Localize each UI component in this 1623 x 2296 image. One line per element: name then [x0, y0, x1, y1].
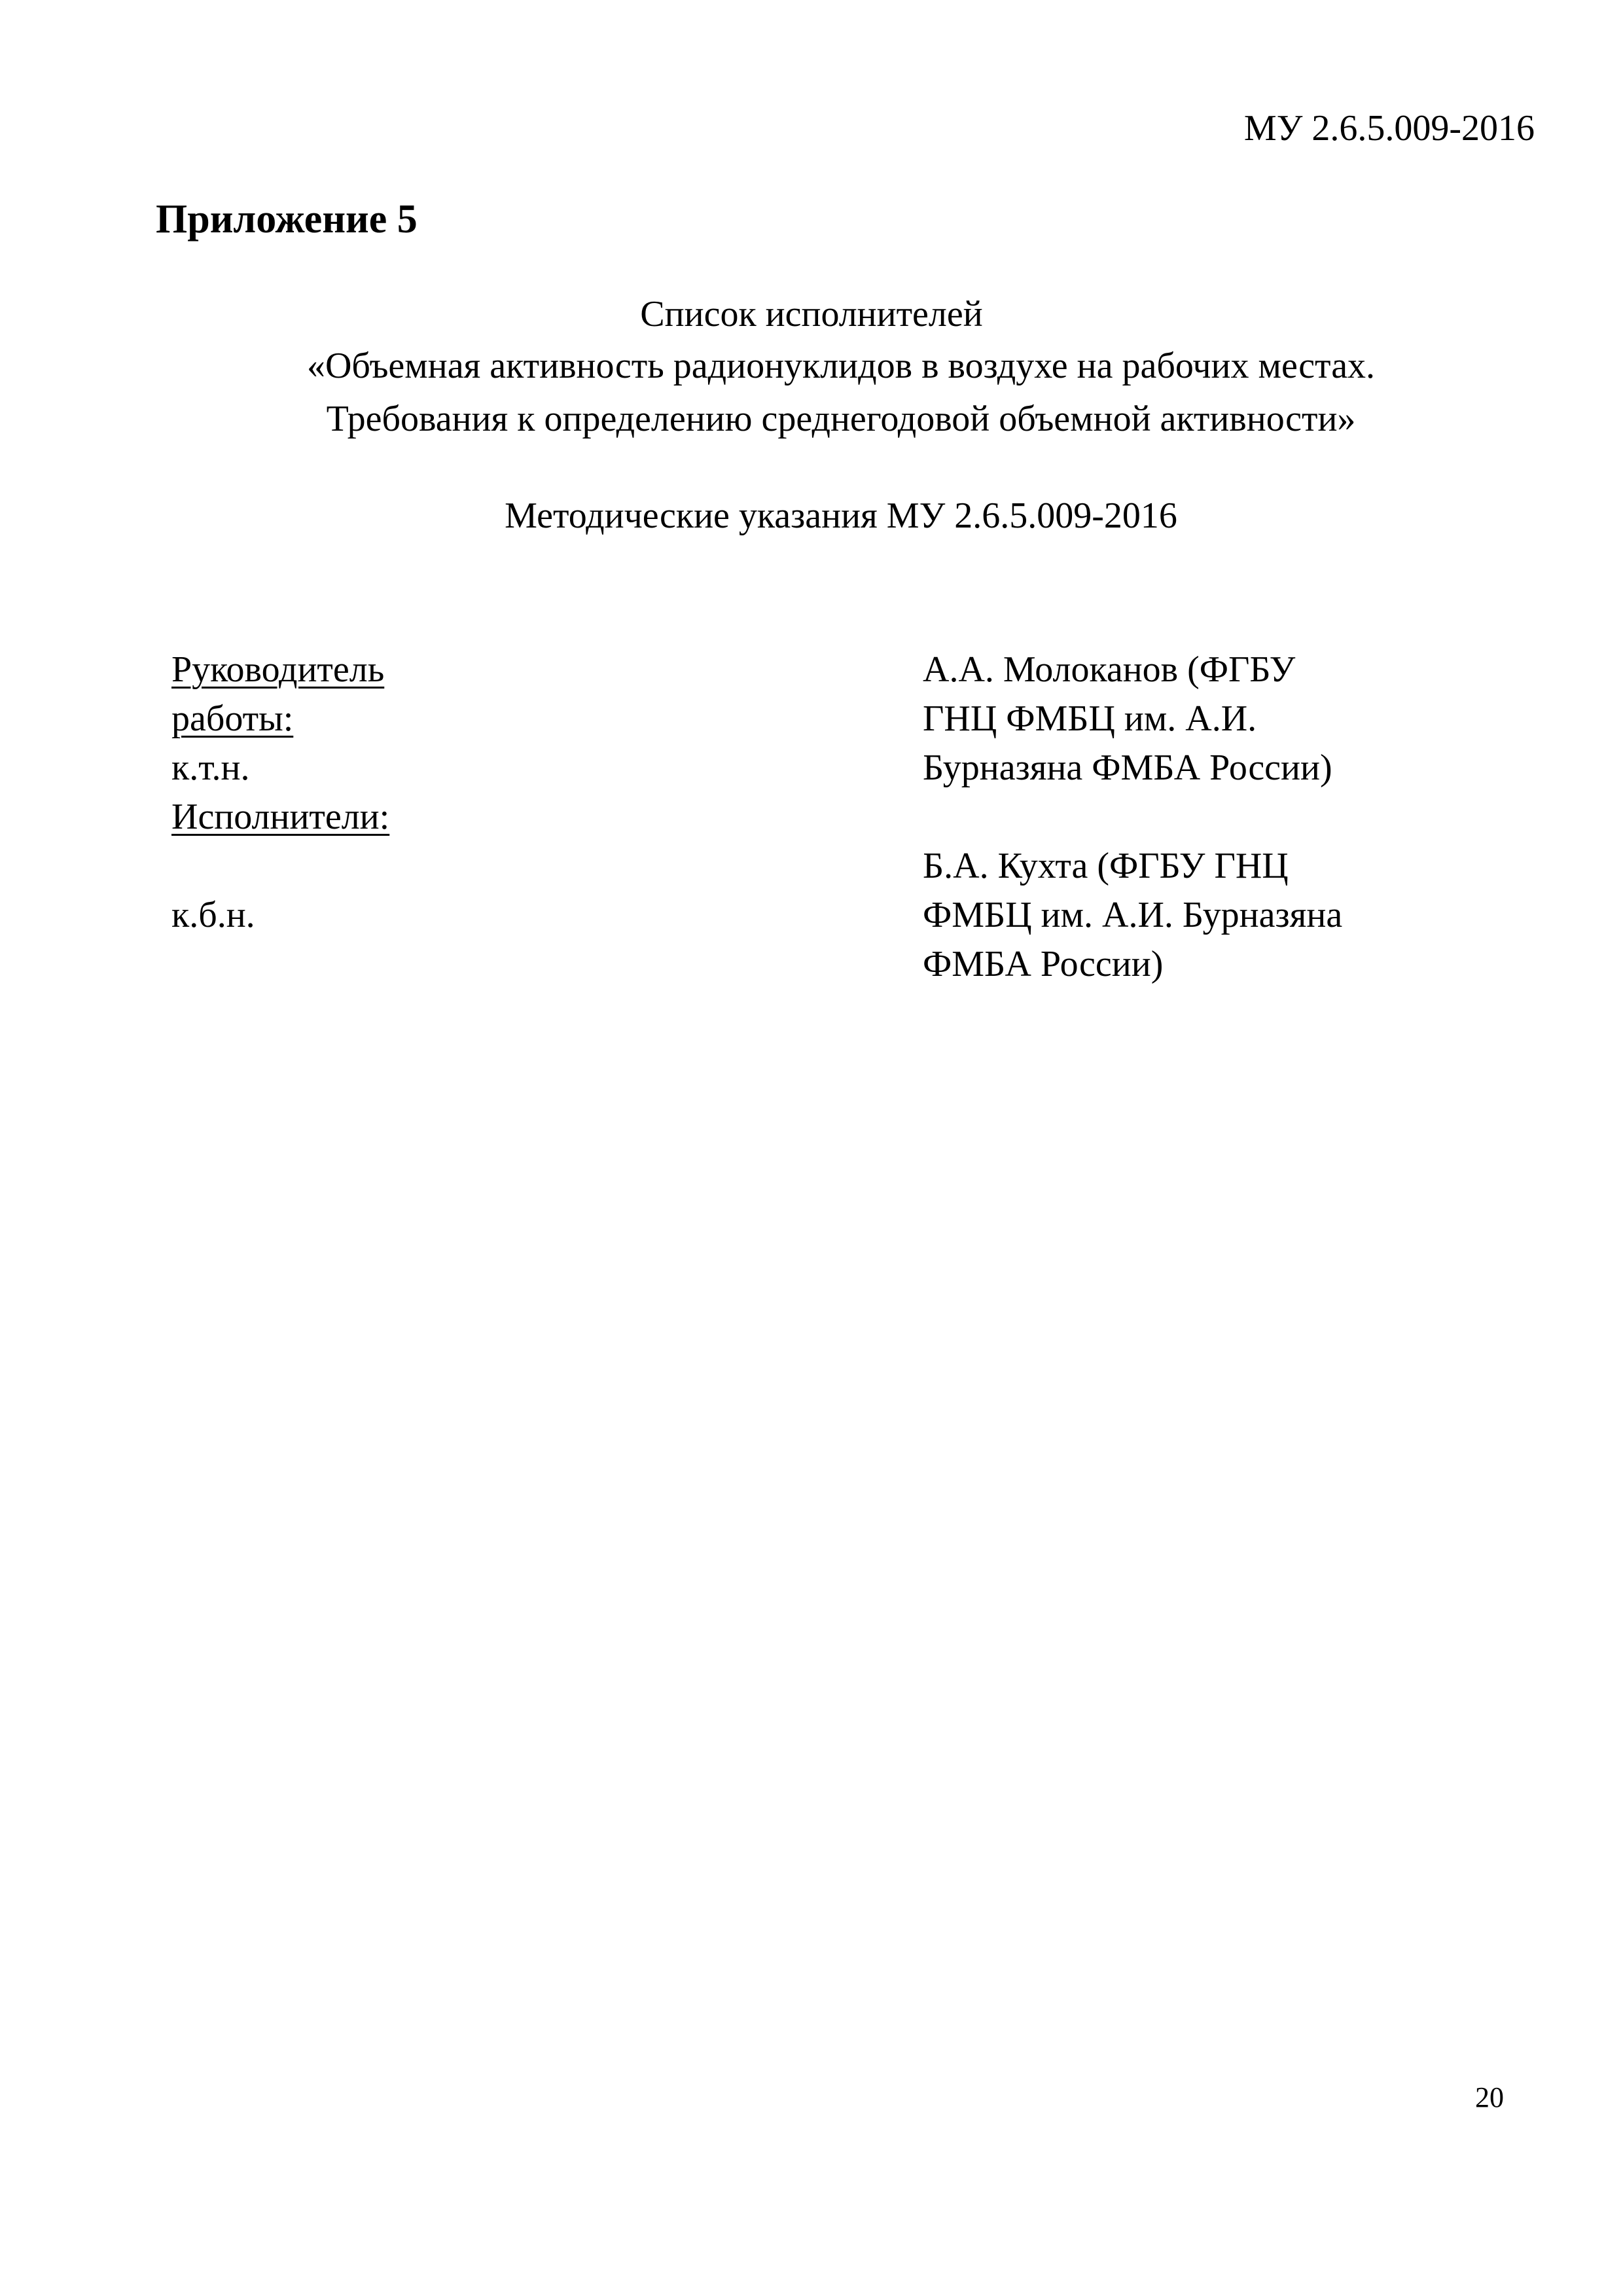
document-code: МУ 2.6.5.009-2016	[1243, 108, 1535, 149]
roles-column	[171, 645, 389, 940]
leader-degree: к.т.н.	[171, 747, 250, 788]
leader-name-line-2: ГНЦ ФМБЦ им. А.И.	[923, 698, 1257, 739]
leader-name-line-1: А.А. Молоканов (ФГБУ	[923, 649, 1296, 690]
leader-label-line-2: работы:	[171, 698, 294, 739]
executor-name-line-3: ФМБА России)	[923, 944, 1164, 984]
executor-degree: к.б.н.	[171, 895, 255, 935]
page-number: 20	[1475, 2081, 1504, 2113]
executor-name-line-2: ФМБЦ им. А.И. Бурназяна	[923, 895, 1343, 935]
executors-label: Исполнители:	[171, 797, 390, 837]
names-column	[923, 645, 1342, 989]
list-title: Список исполнителей	[640, 294, 983, 334]
method-title: Методические указания МУ 2.6.5.009-2016	[505, 495, 1177, 536]
appendix-title: Приложение 5	[156, 197, 418, 242]
document-name-line-2: Требования к определению среднегодовой объемной активности»	[326, 399, 1356, 439]
document-name-line-1: «Объемная активность радионуклидов в воздухе на рабочих местах.	[306, 346, 1376, 386]
leader-name-line-3: Бурназяна ФМБА России)	[923, 747, 1332, 788]
leader-label-line-1: Руководитель	[171, 649, 385, 690]
executor-name-line-1: Б.А. Кухта (ФГБУ ГНЦ	[923, 846, 1289, 886]
